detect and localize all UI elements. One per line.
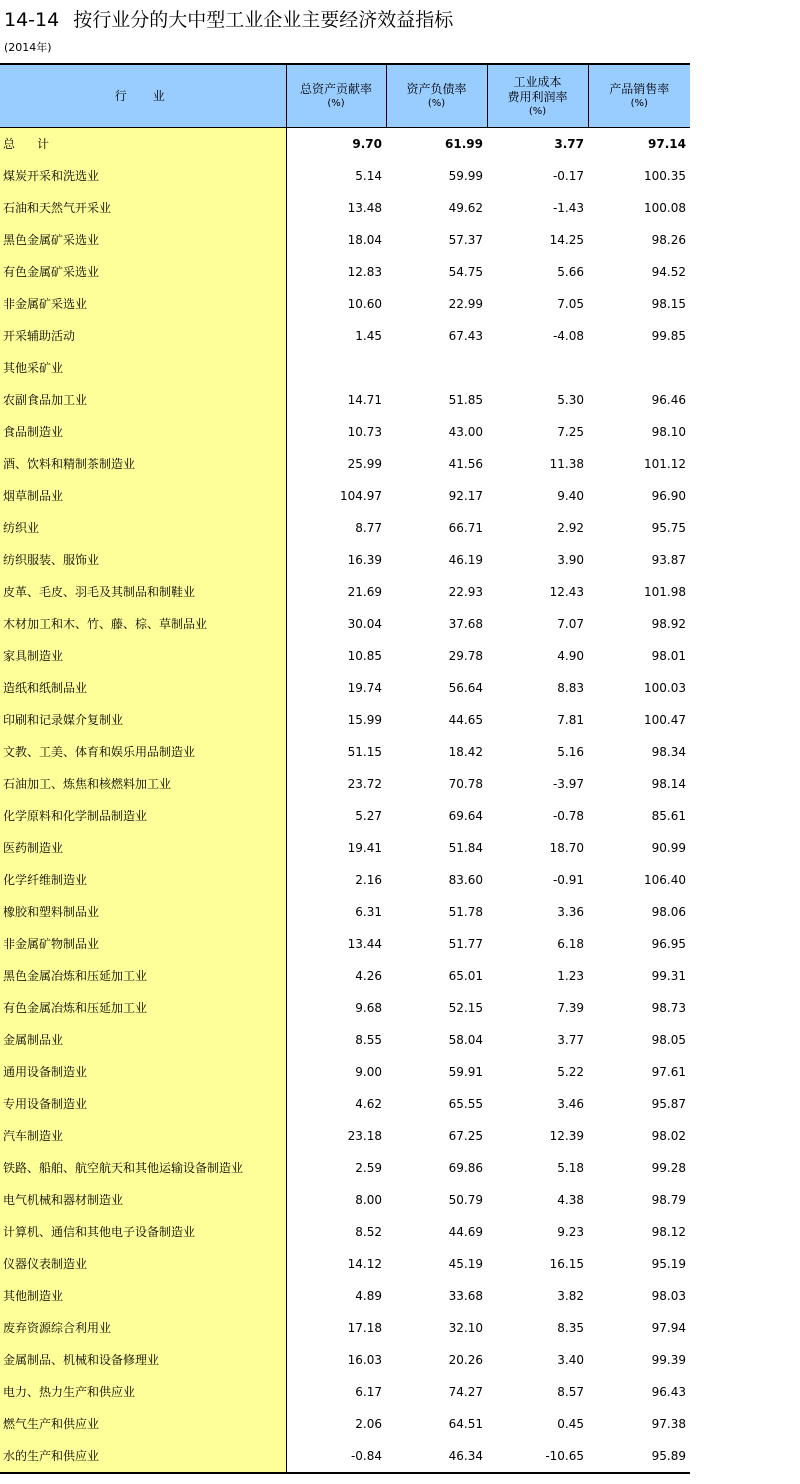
asset-contribution-cell: 104.97	[340, 489, 382, 503]
industry-name-cell: 有色金属矿采选业	[0, 256, 286, 288]
cost-profit-ratio-cell: 3.82	[557, 1289, 584, 1303]
header-label-line2: 费用利润率	[507, 89, 568, 104]
table-row	[0, 1056, 690, 1088]
liability-ratio-cell: 69.86	[448, 1161, 483, 1175]
table-row	[0, 512, 690, 544]
asset-contribution-cell: 30.04	[347, 617, 382, 631]
cost-profit-ratio-cell: 3.40	[557, 1353, 584, 1367]
asset-contribution-cell: 8.55	[355, 1033, 382, 1047]
industry-name-cell: 文教、工美、体育和娱乐用品制造业	[0, 736, 286, 768]
asset-contribution-cell: 19.41	[347, 841, 382, 855]
liability-ratio-cell	[386, 352, 487, 384]
asset-contribution-cell: 2.59	[355, 1161, 382, 1175]
liability-ratio-cell: 51.84	[448, 841, 483, 855]
industry-name-cell: 纺织服装、服饰业	[0, 544, 286, 576]
cost-profit-ratio-cell: 0.45	[557, 1417, 584, 1431]
industry-name-cell: 计算机、通信和其他电子设备制造业	[0, 1216, 286, 1248]
cost-profit-ratio-cell: 8.83	[557, 681, 584, 695]
asset-contribution-cell: 23.18	[347, 1129, 382, 1143]
sales-rate-cell: 95.19	[651, 1257, 686, 1271]
asset-contribution-cell: 10.60	[347, 297, 382, 311]
header-unit: (%)	[427, 98, 446, 109]
asset-contribution-cell: 1.45	[355, 329, 382, 343]
sales-rate-cell: 96.90	[651, 489, 686, 503]
sales-rate-cell: 106.40	[644, 873, 686, 887]
table-row	[0, 1248, 690, 1280]
asset-contribution-cell: 2.06	[355, 1417, 382, 1431]
sales-rate-cell: 96.46	[651, 393, 686, 407]
cost-profit-ratio-cell: 5.18	[557, 1161, 584, 1175]
industry-name-cell: 电气机械和器材制造业	[0, 1184, 286, 1216]
table-row	[0, 416, 690, 448]
industry-name-cell: 酒、饮料和精制茶制造业	[0, 448, 286, 480]
industry-name-cell: 燃气生产和供应业	[0, 1408, 286, 1440]
sales-rate-cell: 97.14	[648, 137, 686, 151]
header-label-line1: 工业成本	[513, 74, 562, 89]
asset-contribution-cell: 13.44	[347, 937, 382, 951]
liability-ratio-cell: 46.19	[448, 553, 483, 567]
industry-name-cell: 造纸和纸制品业	[0, 672, 286, 704]
industry-name-cell: 专用设备制造业	[0, 1088, 286, 1120]
asset-contribution-cell: 19.74	[347, 681, 382, 695]
sales-rate-cell: 93.87	[651, 553, 686, 567]
cost-profit-ratio-cell: 9.40	[557, 489, 584, 503]
asset-contribution-cell: 6.17	[355, 1385, 382, 1399]
industry-name-cell: 金属制品、机械和设备修理业	[0, 1344, 286, 1376]
table-row	[0, 384, 690, 416]
sales-rate-cell: 98.79	[651, 1193, 686, 1207]
asset-contribution-cell: 2.16	[355, 873, 382, 887]
liability-ratio-cell: 33.68	[448, 1289, 483, 1303]
liability-ratio-cell: 64.51	[448, 1417, 483, 1431]
sales-rate-cell: 97.38	[651, 1417, 686, 1431]
table-row	[0, 1024, 690, 1056]
industry-name-cell: 有色金属冶炼和压延加工业	[0, 992, 286, 1024]
asset-contribution-cell: 10.73	[347, 425, 382, 439]
cost-profit-ratio-cell: 3.77	[554, 137, 584, 151]
sales-rate-cell: 98.15	[651, 297, 686, 311]
asset-contribution-cell: 5.14	[355, 169, 382, 183]
asset-contribution-cell: 6.31	[355, 905, 382, 919]
cost-profit-ratio-cell: 16.15	[549, 1257, 584, 1271]
header-unit: (%)	[528, 105, 547, 117]
asset-contribution-cell: 16.03	[347, 1353, 382, 1367]
industry-name-cell: 印刷和记录媒介复制业	[0, 704, 286, 736]
liability-ratio-cell: 50.79	[448, 1193, 483, 1207]
industry-name-cell: 电力、热力生产和供应业	[0, 1376, 286, 1408]
sales-rate-cell: 100.47	[644, 713, 686, 727]
sales-rate-cell: 100.08	[644, 201, 686, 215]
table-row	[0, 544, 690, 576]
industry-name-cell: 家具制造业	[0, 640, 286, 672]
table-body	[0, 128, 690, 1474]
sales-rate-cell: 98.01	[651, 649, 686, 663]
industry-name-cell: 黑色金属矿采选业	[0, 224, 286, 256]
cost-profit-ratio-cell: 5.66	[557, 265, 584, 279]
cost-profit-ratio-cell: 9.23	[557, 1225, 584, 1239]
cost-profit-ratio-cell: 7.07	[557, 617, 584, 631]
liability-ratio-cell: 54.75	[448, 265, 483, 279]
asset-contribution-cell: -0.84	[286, 1440, 386, 1473]
industry-name-cell: 开采辅助活动	[0, 320, 286, 352]
sales-rate-cell: 90.99	[651, 841, 686, 855]
cost-profit-ratio-cell: -1.43	[552, 201, 584, 215]
liability-ratio-cell: 65.01	[448, 969, 483, 983]
sales-rate-cell: 99.31	[651, 969, 686, 983]
industry-name-cell: 仪器仪表制造业	[0, 1248, 286, 1280]
table-row	[0, 672, 690, 704]
sales-rate-cell: 98.73	[651, 1001, 686, 1015]
cost-profit-ratio-cell: 5.16	[557, 745, 584, 759]
industry-name-cell: 通用设备制造业	[0, 1056, 286, 1088]
asset-contribution-cell: 5.27	[355, 809, 382, 823]
sales-rate-cell: 96.43	[651, 1385, 686, 1399]
table-row	[0, 1184, 690, 1216]
page-title	[4, 6, 453, 34]
liability-ratio-cell: 20.26	[448, 1353, 483, 1367]
industry-name-cell: 煤炭开采和洗选业	[0, 160, 286, 192]
cost-profit-ratio-cell: 3.36	[557, 905, 584, 919]
table-row	[0, 576, 690, 608]
asset-contribution-cell: 8.52	[355, 1225, 382, 1239]
liability-ratio-cell: 51.77	[448, 937, 483, 951]
asset-contribution-cell: 8.00	[355, 1193, 382, 1207]
sales-rate-cell: 98.06	[651, 905, 686, 919]
industry-name-cell: 其他制造业	[0, 1280, 286, 1312]
liability-ratio-cell: 41.56	[448, 457, 483, 471]
table-row	[0, 1440, 690, 1473]
asset-contribution-cell: 4.89	[355, 1289, 382, 1303]
table-row	[0, 800, 690, 832]
cost-profit-ratio-cell: 8.35	[557, 1321, 584, 1335]
industry-name-cell: 其他采矿业	[0, 352, 286, 384]
header-unit: (%)	[327, 98, 345, 109]
table-row	[0, 1152, 690, 1184]
liability-ratio-cell: 92.17	[448, 489, 483, 503]
cost-profit-ratio-cell: -0.78	[552, 809, 584, 823]
table-row	[0, 768, 690, 800]
cost-profit-ratio-cell: 12.39	[549, 1129, 584, 1143]
asset-contribution-cell: 23.72	[347, 777, 382, 791]
cost-profit-ratio-cell: 5.22	[557, 1065, 584, 1079]
liability-ratio-cell: 51.78	[448, 905, 483, 919]
liability-ratio-cell: 61.99	[445, 137, 483, 151]
liability-ratio-cell: 44.69	[448, 1225, 483, 1239]
table-row	[0, 352, 690, 384]
table-row	[0, 928, 690, 960]
industry-name-cell: 石油和天然气开采业	[0, 192, 286, 224]
table-row	[0, 160, 690, 192]
asset-contribution-cell: 25.99	[347, 457, 382, 471]
table-row	[0, 320, 690, 352]
asset-contribution-cell: 9.70	[352, 137, 382, 151]
cost-profit-ratio-cell: 3.46	[557, 1097, 584, 1111]
table-title: 按行业分的大中型工业企业主要经济效益指标	[73, 9, 454, 31]
cost-profit-ratio-cell: 11.38	[549, 457, 584, 471]
cost-profit-ratio-cell: 3.90	[557, 553, 584, 567]
table-row	[0, 288, 690, 320]
industry-name-cell: 橡胶和塑料制品业	[0, 896, 286, 928]
liability-ratio-cell: 59.91	[448, 1065, 483, 1079]
asset-contribution-cell: 21.69	[347, 585, 382, 599]
sales-rate-cell: 99.39	[651, 1353, 686, 1367]
sales-rate-cell: 101.98	[644, 585, 686, 599]
industry-name-cell: 非金属矿采选业	[0, 288, 286, 320]
liability-ratio-cell: 59.99	[448, 169, 483, 183]
industry-name-cell: 水的生产和供应业	[0, 1440, 286, 1473]
sales-rate-cell: 96.95	[651, 937, 686, 951]
industry-name-cell: 铁路、船舶、航空航天和其他运输设备制造业	[0, 1152, 286, 1184]
industry-name-cell: 木材加工和木、竹、藤、棕、草制品业	[0, 608, 286, 640]
table-row	[0, 1408, 690, 1440]
sales-rate-cell: 97.61	[651, 1065, 686, 1079]
asset-contribution-cell: 4.26	[355, 969, 382, 983]
cost-profit-ratio-cell: 14.25	[549, 233, 584, 247]
cost-profit-ratio-cell: 7.05	[557, 297, 584, 311]
table-row	[0, 192, 690, 224]
liability-ratio-cell: 52.15	[448, 1001, 483, 1015]
sales-rate-cell: 98.05	[651, 1033, 686, 1047]
table-row	[0, 1088, 690, 1120]
industry-name-cell: 化学纤维制造业	[0, 864, 286, 896]
cost-profit-ratio-cell: 4.90	[557, 649, 584, 663]
table-row	[0, 1216, 690, 1248]
header-label: 总资产贡献率	[299, 82, 372, 96]
cost-profit-ratio-cell: -3.97	[552, 777, 584, 791]
header-row	[0, 64, 690, 128]
sales-rate-cell: 95.89	[588, 1440, 690, 1473]
industry-name-cell: 石油加工、炼焦和核燃料加工业	[0, 768, 286, 800]
industry-name-cell: 烟草制品业	[0, 480, 286, 512]
liability-ratio-cell: 18.42	[448, 745, 483, 759]
liability-ratio-cell: 46.34	[386, 1440, 487, 1473]
asset-contribution-cell: 8.77	[355, 521, 382, 535]
cost-profit-ratio-cell: 18.70	[549, 841, 584, 855]
table-row	[0, 608, 690, 640]
asset-contribution-cell: 16.39	[347, 553, 382, 567]
cost-profit-ratio-cell: -10.65	[487, 1440, 588, 1473]
liability-ratio-cell: 22.99	[448, 297, 483, 311]
table-row	[0, 128, 690, 161]
sales-rate-cell: 101.12	[644, 457, 686, 471]
table-row	[0, 832, 690, 864]
cost-profit-ratio-cell: 5.30	[557, 393, 584, 407]
table-row	[0, 640, 690, 672]
sales-rate-cell: 100.03	[644, 681, 686, 695]
sales-rate-cell: 99.85	[651, 329, 686, 343]
asset-contribution-cell: 12.83	[347, 265, 382, 279]
sales-rate-cell: 98.34	[651, 745, 686, 759]
liability-ratio-cell: 74.27	[448, 1385, 483, 1399]
header-industry: 行业	[0, 64, 286, 128]
cost-profit-ratio-cell: 1.23	[557, 969, 584, 983]
table-row	[0, 960, 690, 992]
industry-name-cell: 金属制品业	[0, 1024, 286, 1056]
asset-contribution-cell: 14.71	[347, 393, 382, 407]
sales-rate-cell: 98.03	[651, 1289, 686, 1303]
industry-name-cell: 非金属矿物制品业	[0, 928, 286, 960]
table-row	[0, 1344, 690, 1376]
liability-ratio-cell: 70.78	[448, 777, 483, 791]
liability-ratio-cell: 58.04	[448, 1033, 483, 1047]
sales-rate-cell: 98.26	[651, 233, 686, 247]
industry-name-cell: 农副食品加工业	[0, 384, 286, 416]
cost-profit-ratio-cell: -0.91	[552, 873, 584, 887]
header-sales-rate	[588, 64, 690, 128]
header-unit: (%)	[630, 98, 648, 109]
cost-profit-ratio-cell: -4.08	[552, 329, 584, 343]
sales-rate-cell: 98.14	[651, 777, 686, 791]
liability-ratio-cell: 56.64	[448, 681, 483, 695]
cost-profit-ratio-cell: 7.39	[557, 1001, 584, 1015]
cost-profit-ratio-cell: 4.38	[557, 1193, 584, 1207]
asset-contribution-cell: 9.00	[355, 1065, 382, 1079]
asset-contribution-cell	[286, 352, 386, 384]
liability-ratio-cell: 51.85	[448, 393, 483, 407]
asset-contribution-cell: 18.04	[347, 233, 382, 247]
industry-name-cell: 医药制造业	[0, 832, 286, 864]
table-row	[0, 864, 690, 896]
header-asset-liability-ratio	[386, 64, 487, 128]
cost-profit-ratio-cell: 7.25	[557, 425, 584, 439]
cost-profit-ratio-cell: -0.17	[552, 169, 584, 183]
industry-name-cell: 纺织业	[0, 512, 286, 544]
sales-rate-cell: 98.10	[651, 425, 686, 439]
table-number: 14-14	[4, 9, 60, 31]
liability-ratio-cell: 65.55	[448, 1097, 483, 1111]
sales-rate-cell: 95.75	[651, 521, 686, 535]
cost-profit-ratio-cell: 12.43	[549, 585, 584, 599]
sales-rate-cell: 85.61	[651, 809, 686, 823]
liability-ratio-cell: 22.93	[448, 585, 483, 599]
table-row	[0, 1280, 690, 1312]
industry-name-cell: 化学原料和化学制品制造业	[0, 800, 286, 832]
data-table	[0, 63, 690, 1474]
cost-profit-ratio-cell: 8.57	[557, 1385, 584, 1399]
sales-rate-cell: 98.92	[651, 617, 686, 631]
cost-profit-ratio-cell: 7.81	[557, 713, 584, 727]
table-row	[0, 704, 690, 736]
asset-contribution-cell: 51.15	[347, 745, 382, 759]
liability-ratio-cell: 37.68	[448, 617, 483, 631]
industry-name-cell: 皮革、毛皮、羽毛及其制品和制鞋业	[0, 576, 286, 608]
liability-ratio-cell: 43.00	[448, 425, 483, 439]
sales-rate-cell: 94.52	[651, 265, 686, 279]
header-label: 产品销售率	[609, 82, 670, 96]
asset-contribution-cell: 9.68	[355, 1001, 382, 1015]
header-label: 资产负债率	[406, 82, 467, 96]
liability-ratio-cell: 49.62	[448, 201, 483, 215]
sales-rate-cell: 98.02	[651, 1129, 686, 1143]
industry-name-cell: 总计	[0, 128, 286, 161]
industry-name-cell: 汽车制造业	[0, 1120, 286, 1152]
asset-contribution-cell: 10.85	[347, 649, 382, 663]
table-row	[0, 896, 690, 928]
liability-ratio-cell: 69.64	[448, 809, 483, 823]
table-row	[0, 256, 690, 288]
cost-profit-ratio-cell	[487, 352, 588, 384]
asset-contribution-cell: 17.18	[347, 1321, 382, 1335]
asset-contribution-cell: 14.12	[347, 1257, 382, 1271]
cost-profit-ratio-cell: 2.92	[557, 521, 584, 535]
header-cost-profit-ratio	[487, 64, 588, 128]
cost-profit-ratio-cell: 6.18	[557, 937, 584, 951]
table-row	[0, 1120, 690, 1152]
industry-name-cell: 黑色金属冶炼和压延加工业	[0, 960, 286, 992]
liability-ratio-cell: 29.78	[448, 649, 483, 663]
table-row	[0, 992, 690, 1024]
table-row	[0, 736, 690, 768]
sales-rate-cell: 100.35	[644, 169, 686, 183]
liability-ratio-cell: 45.19	[448, 1257, 483, 1271]
table-row	[0, 480, 690, 512]
sales-rate-cell: 98.12	[651, 1225, 686, 1239]
table-row	[0, 448, 690, 480]
sales-rate-cell: 95.87	[651, 1097, 686, 1111]
liability-ratio-cell: 67.43	[448, 329, 483, 343]
year-note: (2014年)	[4, 41, 52, 54]
liability-ratio-cell: 83.60	[448, 873, 483, 887]
cost-profit-ratio-cell: 3.77	[557, 1033, 584, 1047]
table-row	[0, 224, 690, 256]
asset-contribution-cell: 4.62	[355, 1097, 382, 1111]
asset-contribution-cell: 15.99	[347, 713, 382, 727]
asset-contribution-cell: 13.48	[347, 201, 382, 215]
liability-ratio-cell: 67.25	[448, 1129, 483, 1143]
table-row	[0, 1312, 690, 1344]
liability-ratio-cell: 44.65	[448, 713, 483, 727]
liability-ratio-cell: 57.37	[448, 233, 483, 247]
liability-ratio-cell: 32.10	[448, 1321, 483, 1335]
sales-rate-cell: 97.94	[651, 1321, 686, 1335]
industry-name-cell: 废弃资源综合利用业	[0, 1312, 286, 1344]
sales-rate-cell	[588, 352, 690, 384]
liability-ratio-cell: 66.71	[448, 521, 483, 535]
header-total-asset-contribution	[286, 64, 386, 128]
sales-rate-cell: 99.28	[651, 1161, 686, 1175]
table-row	[0, 1376, 690, 1408]
industry-name-cell: 食品制造业	[0, 416, 286, 448]
